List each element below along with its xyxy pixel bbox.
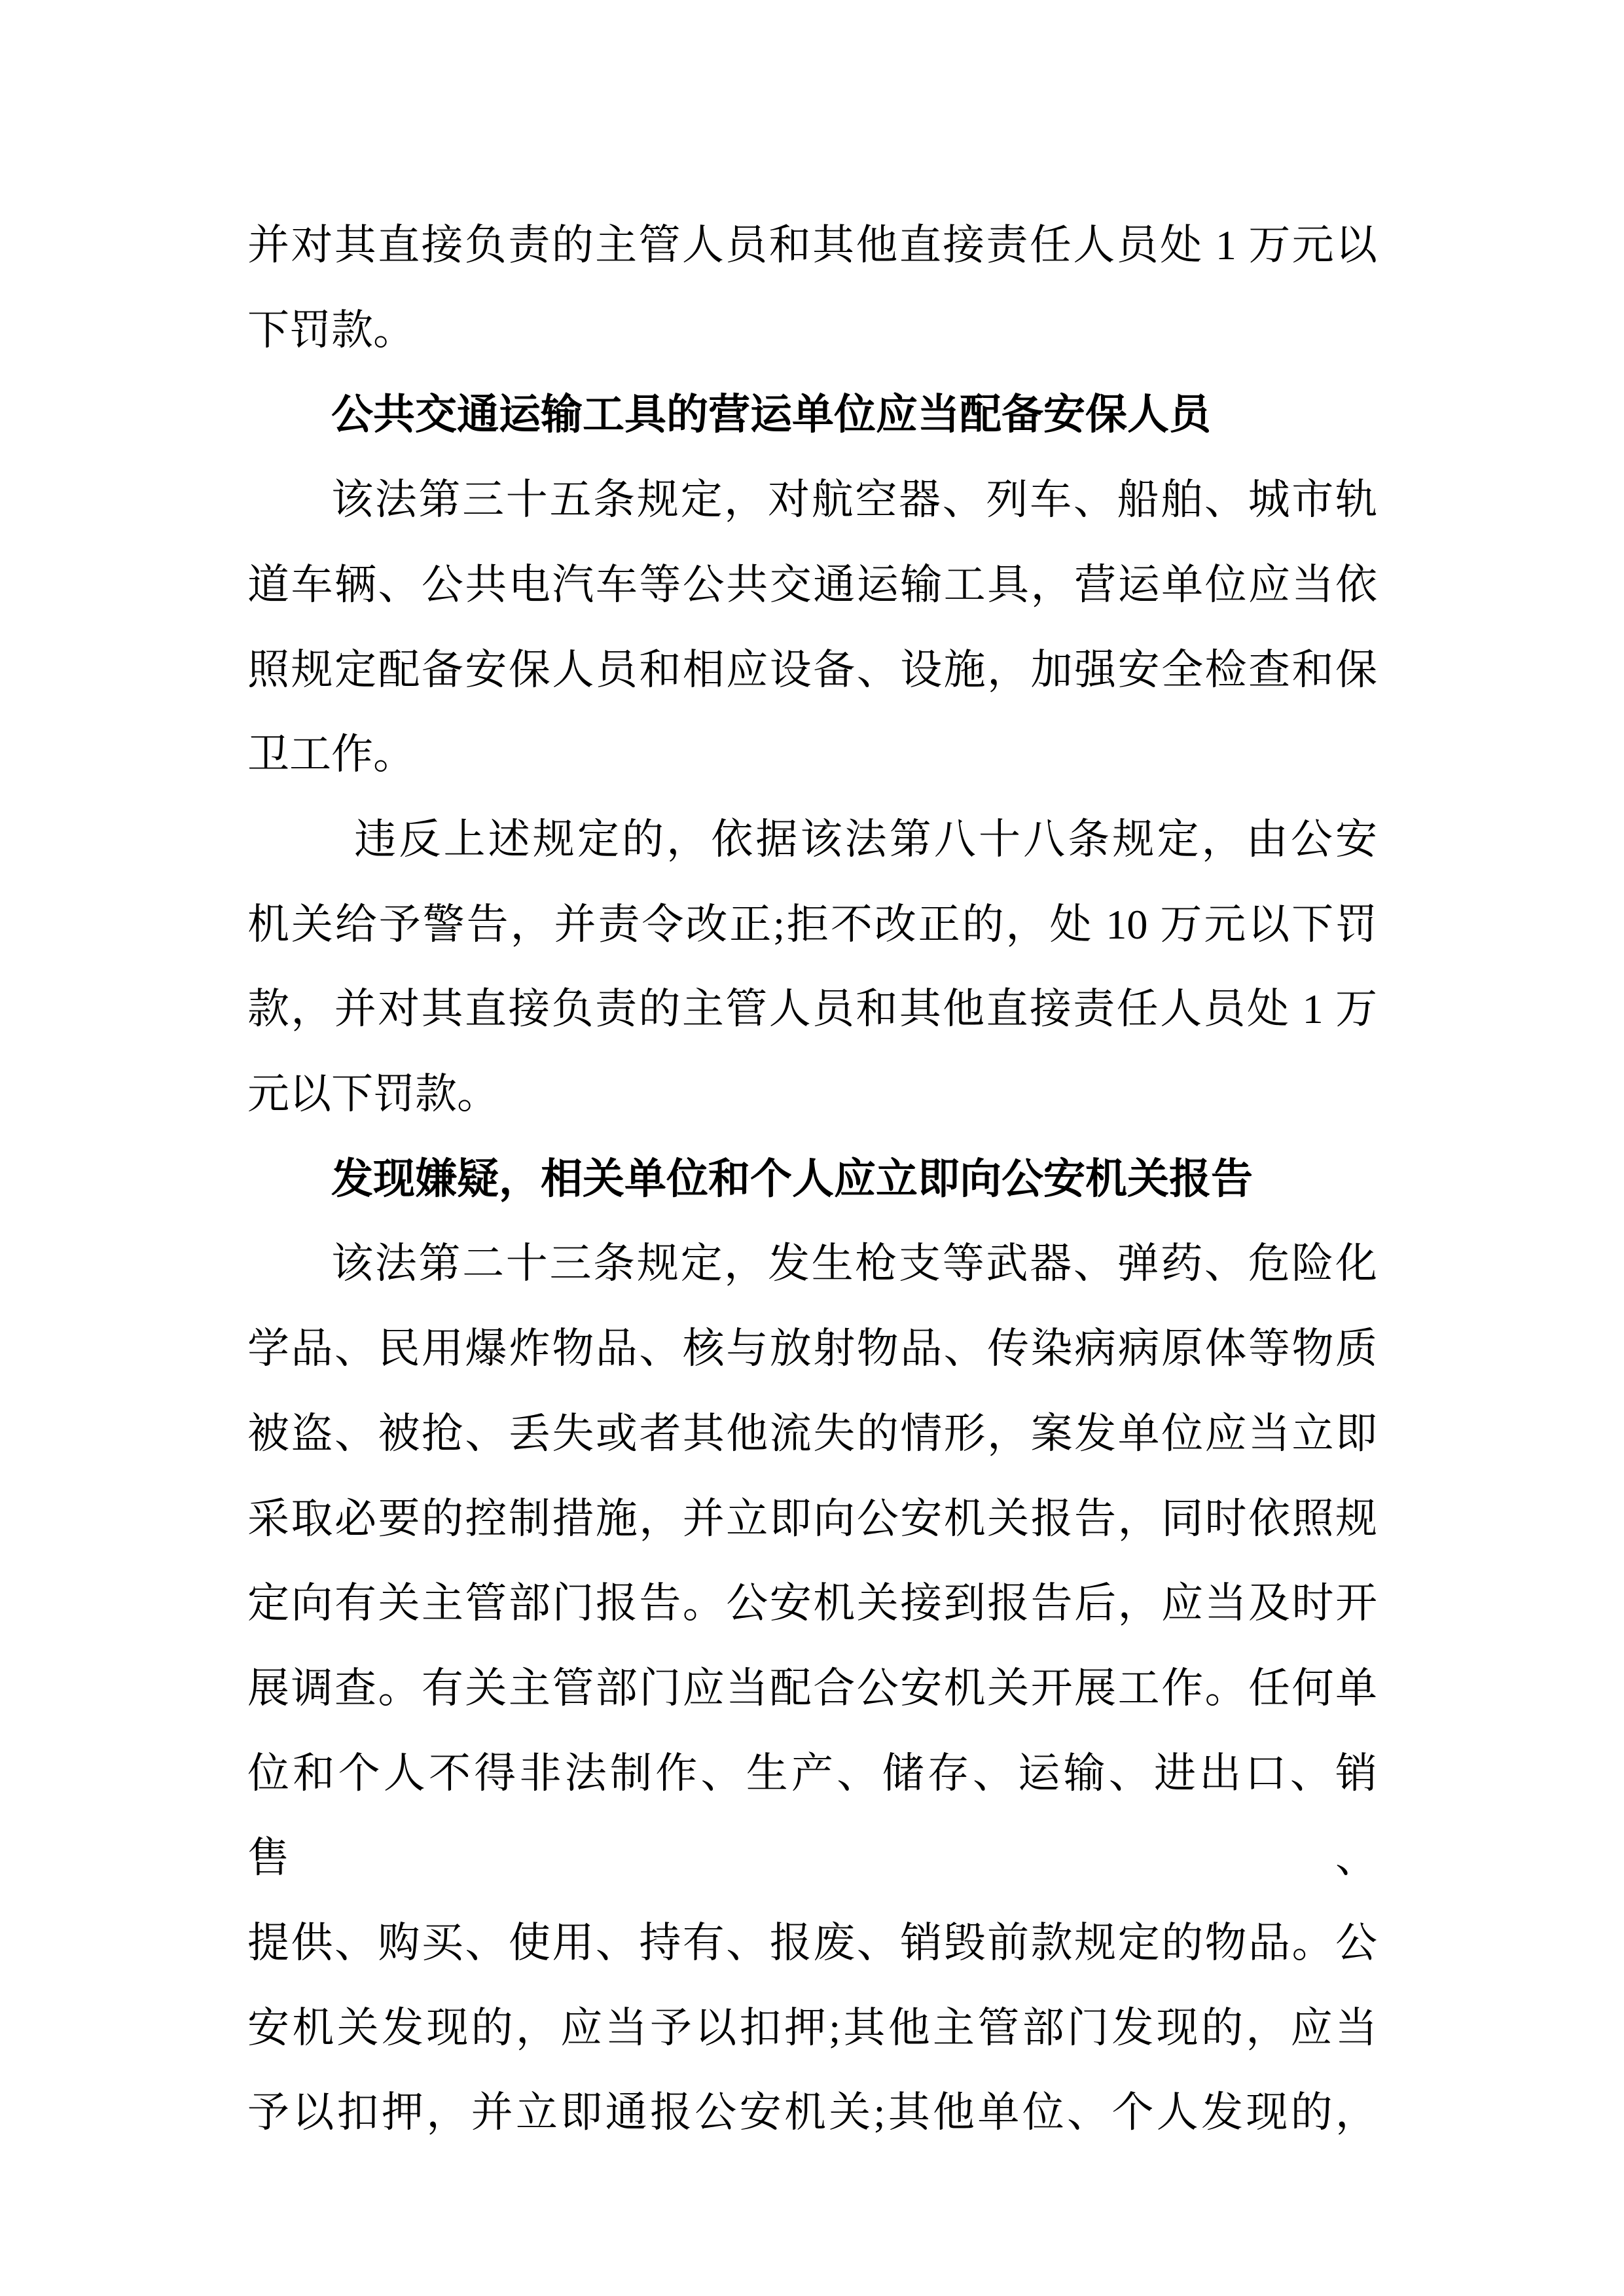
text-line: 照规定配备安保人员和相应设备、设施，加强安全检查和保 [247,646,1377,693]
text-line: 元以下罚款。 [247,1071,499,1118]
text-line: 定向有关主管部门报告。公安机关接到报告后，应当及时开 [247,1580,1377,1627]
text-line: 展调查。有关主管部门应当配合公安机关开展工作。任何单 [247,1664,1377,1712]
text-line: 款，并对其直接负责的主管人员和其他直接责任人员处 1 万 [247,986,1377,1033]
text-line: 该法第三十五条规定，对航空器、列车、船舶、城市轨 [331,476,1377,524]
section-heading: 公共交通运输工具的营运单位应当配备安保人员 [331,391,1211,439]
text-line: 学品、民用爆炸物品、核与放射物品、传染病病原体等物质 [247,1325,1377,1372]
document-text-block [247,203,1377,2155]
section-heading: 发现嫌疑，相关单位和个人应立即向公安机关报告 [331,1155,1253,1202]
text-line: 道车辆、公共电汽车等公共交通运输工具，营运单位应当依 [247,561,1377,608]
text-line: 被盗、被抢、丢失或者其他流失的情形，案发单位应当立即 [247,1410,1377,1457]
text-line: 安机关发现的，应当予以扣押;其他主管部门发现的，应当 [247,2004,1377,2051]
text-line: 予以扣押，并立即通报公安机关;其他单位、个人发现的， [247,2089,1377,2136]
text-line: 该法第二十三条规定，发生枪支等武器、弹药、危险化 [331,1240,1377,1287]
text-line: 采取必要的控制措施，并立即向公安机关报告，同时依照规 [247,1495,1377,1542]
text-line: 卫工作。 [247,731,415,778]
text-line: 提供、购买、使用、持有、报废、销毁前款规定的物品。公 [247,1920,1377,1967]
text-line: 位和个人不得非法制作、生产、储存、运输、进出口、销售、 [247,1749,1377,1882]
text-line: 下罚款。 [247,306,415,353]
text-line: 并对其直接负责的主管人员和其他直接责任人员处 1 万元以 [247,222,1377,268]
text-line: 违反上述规定的，依据该法第八十八条规定，由公安 [354,816,1377,863]
text-line: 机关给予警告，并责令改正;拒不改正的，处 10 万元以下罚 [247,901,1377,948]
